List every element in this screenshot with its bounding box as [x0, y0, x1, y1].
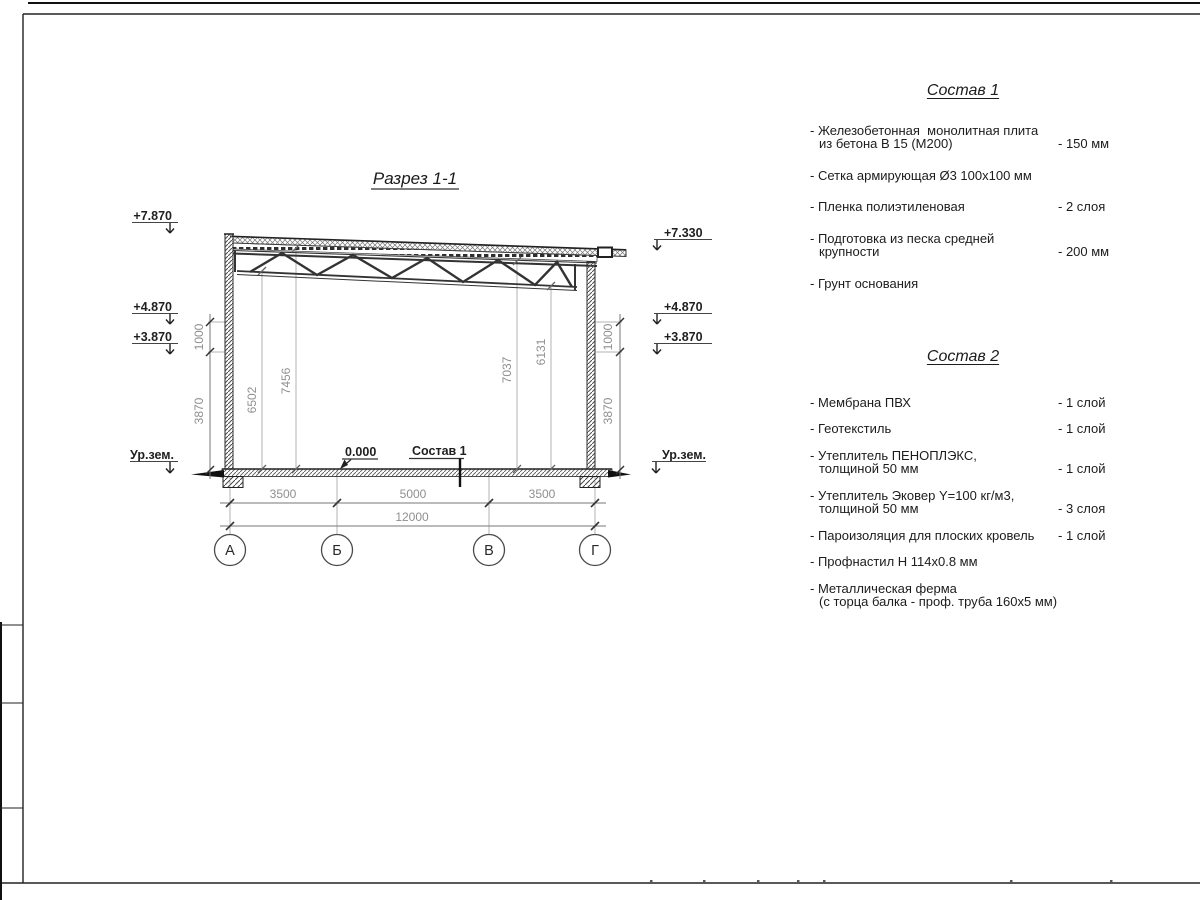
item-text: - Железобетонная монолитная плита — [810, 122, 1039, 138]
axis-label-b: Б — [332, 543, 342, 559]
elevation-7330: +7.330 — [664, 226, 703, 240]
list-item — [810, 449, 1116, 476]
item-value: - 1 слой — [1058, 421, 1106, 436]
composition-2-title — [810, 350, 1116, 364]
dim-7037: 7037 — [500, 356, 514, 384]
elevation-right — [652, 226, 712, 473]
item-text: - Металлическая ферма — [810, 580, 957, 596]
list-item — [810, 396, 1116, 410]
list-item — [810, 582, 1116, 609]
floor-slab — [222, 469, 612, 477]
composition-2-list — [810, 350, 1116, 622]
drawing-title: Разрез 1-1 — [372, 169, 458, 188]
item-text: из бетона В 15 (М200) — [819, 136, 953, 151]
item-text: - Пленка полиэтиленовая — [810, 199, 965, 214]
elevation-3870-right: +3.870 — [664, 330, 703, 344]
floor-composition-label: Состав 1 — [412, 444, 467, 458]
elevation-4870-left: +4.870 — [133, 300, 172, 314]
elevation-arrow — [653, 240, 661, 250]
list-item — [810, 200, 1116, 214]
foundation-left — [223, 477, 243, 488]
dim-1000-left: 1000 — [192, 323, 206, 351]
dim-3500-right: 3500 — [528, 487, 556, 501]
elevation-7870: +7.870 — [133, 209, 172, 223]
elevation-arrow — [166, 314, 174, 324]
dim-3870-right: 3870 — [601, 397, 615, 425]
composition-1-list — [810, 84, 1116, 308]
list-item — [810, 529, 1116, 543]
elevation-arrow — [652, 462, 660, 473]
zero-arrowhead — [340, 460, 348, 470]
dim-6131: 6131 — [534, 338, 548, 366]
elevation-arrow — [653, 314, 661, 324]
dim-3870-left: 3870 — [192, 397, 206, 425]
list-item — [810, 555, 1116, 569]
dim-1000-right: 1000 — [601, 323, 615, 351]
item-text: - Утеплитель ПЕНОПЛЭКС, — [810, 447, 977, 463]
item-value: - 1 слой — [1058, 527, 1106, 543]
item-text: - Утеплитель Эковер Y=100 кг/м3, — [810, 487, 1015, 503]
dim-12000: 12000 — [395, 510, 429, 524]
item-value: - 1 слой — [1058, 394, 1106, 410]
axis-label-v: В — [484, 543, 494, 559]
axis-label-g: Г — [591, 543, 599, 559]
composition-2-title-text: Состав 2 — [926, 348, 1000, 365]
item-text: (с торца балка - проф. труба 160x5 мм) — [819, 594, 1058, 609]
item-text: - Подготовка из песка средней — [810, 230, 995, 246]
right-wall — [587, 262, 595, 469]
item-text: - Пароизоляция для плоских кровель — [810, 527, 1035, 543]
item-text: - Профнастил Н 114x0.8 мм — [810, 554, 978, 569]
item-value: - 3 слоя — [1058, 501, 1106, 516]
roof-end-beam — [598, 248, 612, 258]
item-value: - 2 слоя — [1058, 199, 1106, 214]
axis-label-a: А — [225, 543, 235, 559]
item-value: - 150 мм — [1058, 136, 1110, 151]
elevation-4870-right: +4.870 — [664, 300, 703, 314]
item-text: - Грунт основания — [810, 275, 919, 291]
elevation-arrow — [653, 344, 661, 354]
item-text: - Мембрана ПВХ — [810, 394, 911, 410]
list-item — [810, 169, 1116, 183]
list-item — [810, 489, 1116, 516]
composition-1-items — [810, 124, 1116, 291]
truss-bottom-chord — [237, 275, 577, 291]
item-text: - Сетка армирующая Ø3 100x100 мм — [810, 167, 1032, 183]
left-wall — [225, 234, 233, 469]
composition-1-title — [810, 84, 1116, 98]
list-item — [810, 422, 1116, 436]
item-value: - 1 слой — [1058, 461, 1106, 476]
list-item — [810, 277, 1116, 291]
dim-5000: 5000 — [399, 487, 427, 501]
ground-level-right: Ур.зем. — [662, 448, 706, 462]
ground-line-left — [191, 470, 224, 478]
item-value: - 200 мм — [1058, 244, 1110, 259]
elevation-3870-left: +3.870 — [133, 330, 172, 344]
foundation-right — [580, 477, 600, 488]
item-text: толщиной 50 мм — [819, 501, 919, 516]
item-text: - Геотекстиль — [810, 421, 892, 436]
ground-level-left: Ур.зем. — [130, 448, 174, 462]
dim-3500-left: 3500 — [269, 487, 297, 501]
item-text: толщиной 50 мм — [819, 461, 919, 476]
list-item — [810, 232, 1116, 259]
elevation-left — [130, 209, 178, 473]
composition-1-title-text: Состав 1 — [926, 82, 1000, 99]
dim-7456: 7456 — [279, 367, 293, 395]
composition-2-items — [810, 396, 1116, 609]
elevation-arrow — [166, 462, 174, 473]
zero-level-label: 0.000 — [345, 445, 377, 459]
item-text: крупности — [819, 244, 880, 259]
axis-bubbles — [215, 535, 611, 566]
list-item — [810, 124, 1116, 151]
elevation-arrow — [166, 223, 174, 233]
elevation-arrow — [166, 344, 174, 354]
dim-6502: 6502 — [245, 386, 259, 414]
